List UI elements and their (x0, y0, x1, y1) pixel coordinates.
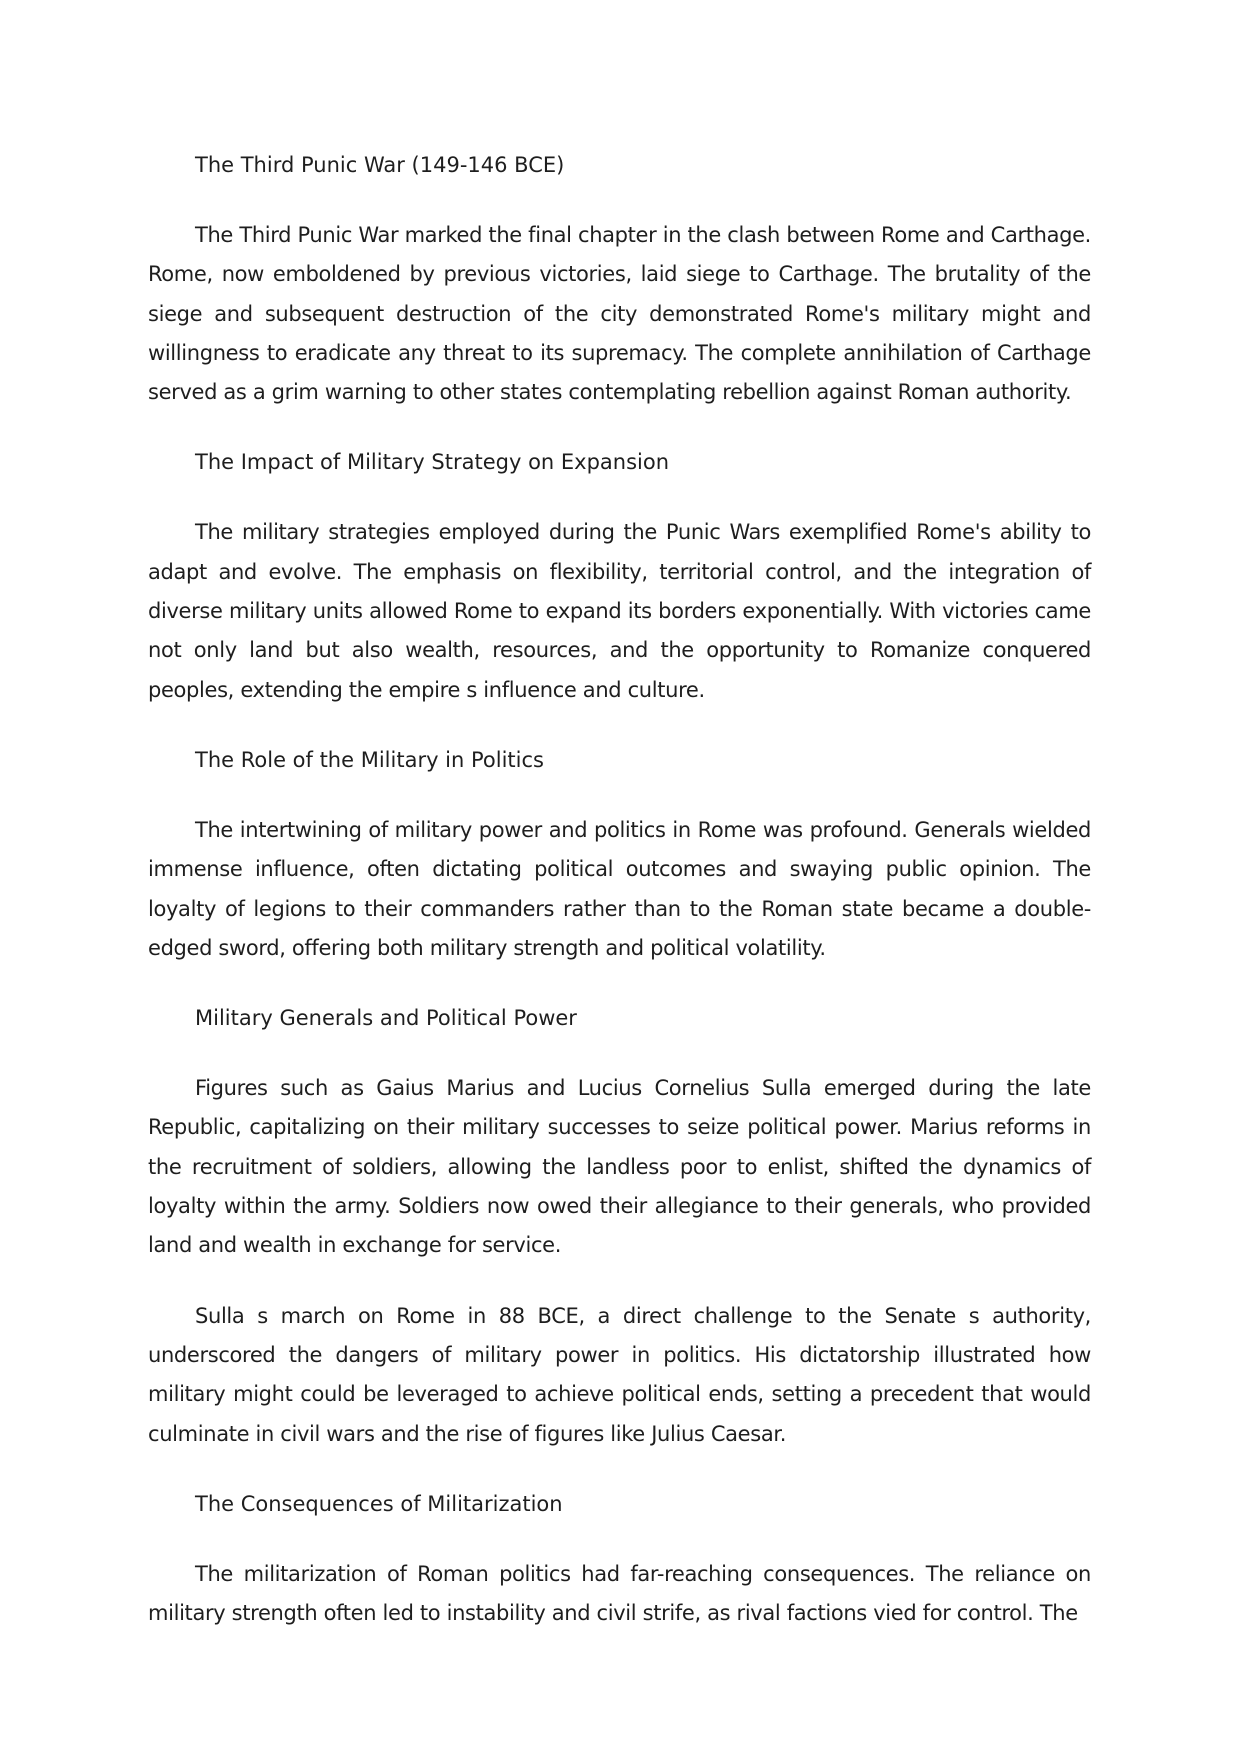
paragraph-marius-sulla: Figures such as Gaius Marius and Lucius Cornelius Sulla emerged during the late Republic, capitalizing on their military successes to seize political power. Marius reforms in the recruitment of soldiers, allowing the landless poor to enlist, shifted the dynamics of loyalty within the army. Soldiers now owed their allegiance to their generals, who provided land and wealth in exchange for service. (148, 1076, 1091, 1258)
section-heading-military-in-politics: The Role of the Military in Politics (195, 747, 544, 772)
paragraph-third-punic-war: The Third Punic War marked the final chapter in the clash between Rome and Carthage. Rome, now emboldened by previous victories, laid siege to Carthage. The brutality of the siege and subsequent destruction of the city demonstrated Rome's military might and willingness to eradicate any threat to its supremacy. The complete annihilation of Carthage served as a grim warning to other states contemplating rebellion against Roman authority. (148, 223, 1091, 405)
section-heading-generals-political-power: Military Generals and Political Power (195, 1006, 577, 1031)
paragraph-consequences: The militarization of Roman politics had far-reaching consequences. The reliance on military strength often led to instability and civil strife, as rival factions vied for control. The (148, 1561, 1091, 1626)
section-heading-consequences: The Consequences of Militarization (195, 1491, 563, 1516)
paragraph-military-in-politics: The intertwining of military power and politics in Rome was profound. Generals wielded immense influence, often dictating political outcomes and swaying public opinion. The loyalty of legions to their commanders rather than to the Roman state became a double-edged sword, offering both military strength and political volatility. (148, 817, 1091, 960)
section-heading-military-strategy: The Impact of Military Strategy on Expansion (195, 450, 670, 475)
document-page (148, 146, 1091, 1633)
paragraph-sulla-march: Sulla s march on Rome in 88 BCE, a direct challenge to the Senate s authority, underscored the dangers of military power in politics. His dictatorship illustrated how military might could be leveraged to achieve political ends, setting a precedent that would culminate in civil wars and the rise of figures like Julius Caesar. (148, 1303, 1091, 1446)
paragraph-military-strategy: The military strategies employed during the Punic Wars exemplified Rome's ability to adapt and evolve. The emphasis on flexibility, territorial control, and the integration of diverse military units allowed Rome to expand its borders exponentially. With victories came not only land but also wealth, resources, and the opportunity to Romanize conquered peoples, extending the empire s influence and culture. (148, 520, 1091, 702)
section-heading-third-punic-war: The Third Punic War (149-146 BCE) (195, 153, 565, 177)
